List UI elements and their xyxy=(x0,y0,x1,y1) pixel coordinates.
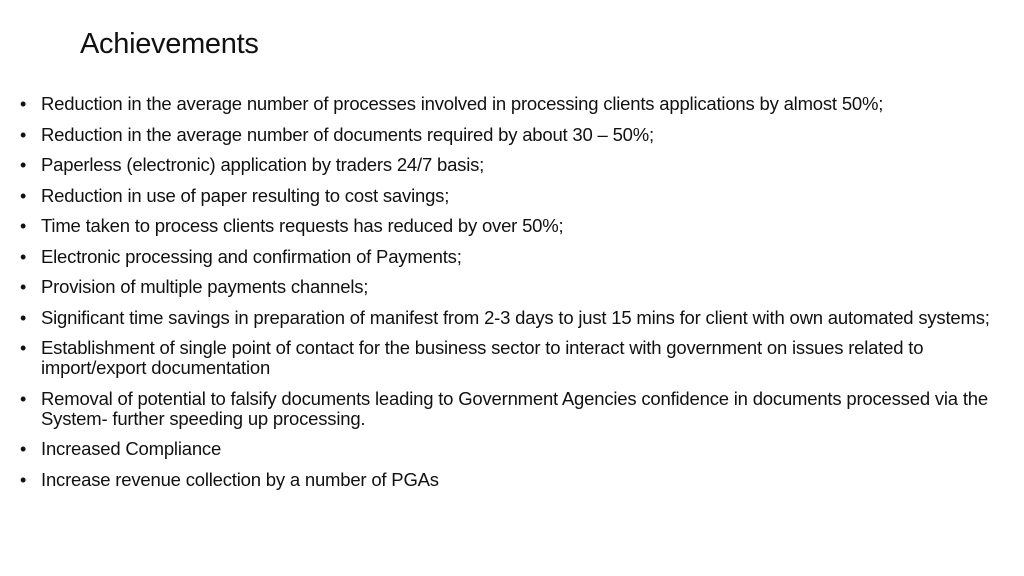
slide-title: Achievements xyxy=(80,28,259,60)
list-item-text: Provision of multiple payments channels; xyxy=(41,276,369,297)
list-item xyxy=(18,94,1008,114)
list-item-text: Removal of potential to falsify documents leading to Government Agencies confidence in documents processed via the System- further speeding up processing. xyxy=(41,387,988,429)
list-item xyxy=(18,155,1008,175)
list-item xyxy=(18,247,1008,267)
list-item-text: Increase revenue collection by a number of PGAs xyxy=(41,468,439,490)
list-item-text: Increased Compliance xyxy=(41,438,222,459)
achievements-list xyxy=(18,94,1008,500)
list-item xyxy=(18,308,1008,328)
list-item-text: Reduction in the average number of processes involved in processing clients applications by almost 50%; xyxy=(41,93,884,114)
bullet-icon: • xyxy=(20,155,27,175)
list-item-text: Time taken to process clients requests has reduced by over 50%; xyxy=(41,215,564,236)
bullet-icon: • xyxy=(20,216,27,236)
bullet-icon: • xyxy=(20,338,27,358)
bullet-icon: • xyxy=(20,388,27,409)
bullet-icon: • xyxy=(20,469,27,490)
bullet-icon: • xyxy=(20,94,27,114)
list-item xyxy=(18,277,1008,297)
list-item xyxy=(18,338,1008,378)
list-item xyxy=(18,216,1008,236)
bullet-icon: • xyxy=(20,439,27,459)
list-item-text: Reduction in the average number of documents required by about 30 – 50%; xyxy=(41,123,654,145)
list-item-text: Electronic processing and confirmation of Payments; xyxy=(41,245,462,267)
bullet-icon: • xyxy=(20,124,27,145)
list-item-text: Establishment of single point of contact for the business sector to interact with government on issues related to import/export documentation xyxy=(41,337,924,378)
list-item xyxy=(18,439,1008,459)
list-item xyxy=(18,125,1008,145)
list-item-text: Paperless (electronic) application by traders 24/7 basis; xyxy=(41,154,485,175)
bullet-icon: • xyxy=(20,185,27,206)
list-item xyxy=(18,389,1008,429)
list-item-text: Significant time savings in preparation of manifest from 2-3 days to just 15 mins for client with own automated systems; xyxy=(41,306,990,328)
list-item xyxy=(18,186,1008,206)
list-item xyxy=(18,470,1008,490)
bullet-icon: • xyxy=(20,307,27,328)
list-item-text: Reduction in use of paper resulting to cost savings; xyxy=(41,184,450,206)
bullet-icon: • xyxy=(20,277,27,297)
bullet-icon: • xyxy=(20,246,27,267)
